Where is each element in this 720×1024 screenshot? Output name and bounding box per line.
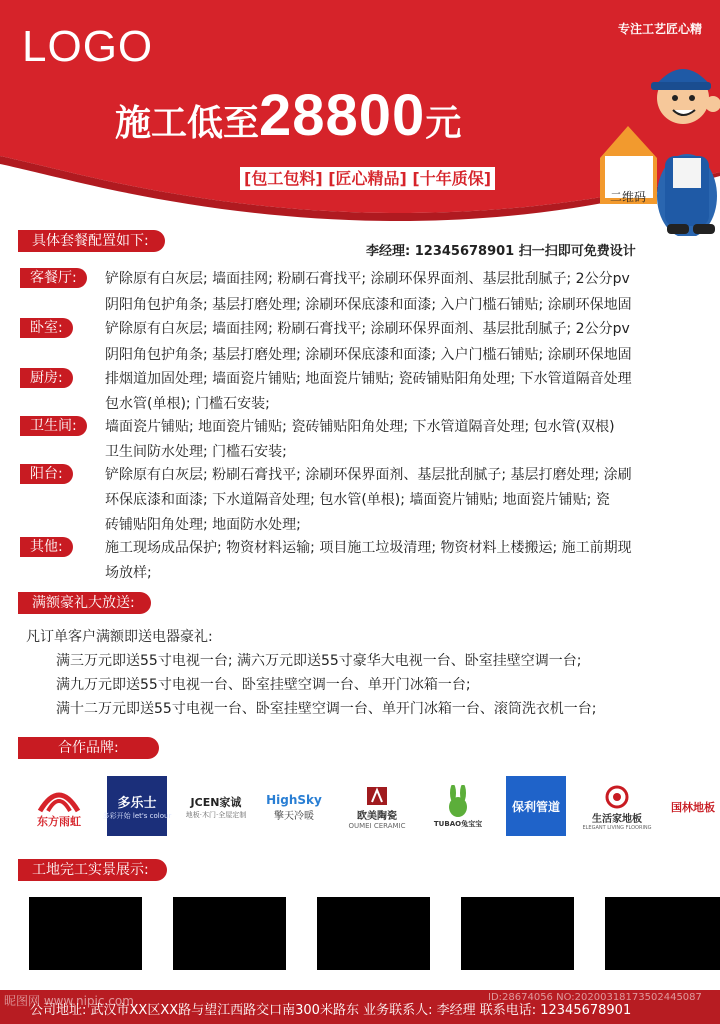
room-label-kitchen: 厨房: (20, 368, 73, 388)
room-line: 包水管(单根); 门槛石安装; (105, 396, 270, 412)
gifts-intro: 凡订单客户满额即送电器豪礼: (26, 629, 213, 645)
brand-sub: 地板·木门·全屋定制 (185, 811, 247, 819)
room-label-balcony: 阳台: (20, 464, 73, 484)
headline-prefix: 施工低至 (115, 103, 260, 144)
site-photo (29, 897, 142, 970)
gifts-section-title: 满额豪礼大放送: (18, 592, 151, 614)
rabbit-logo-icon (443, 785, 473, 819)
brand-jcen (184, 778, 248, 836)
brand-name: HighSky (266, 792, 322, 807)
contact-line: 李经理: 12345678901 扫一扫即可免费设计 (366, 244, 636, 259)
gallery-section-title: 工地完工实景展示: (18, 859, 167, 881)
brands-section-title: 合作品牌: (18, 737, 159, 759)
room-label-living: 客餐厅: (20, 268, 87, 288)
headline-price: 28800 (259, 83, 426, 148)
brand-sub: 擎天冷暖 (274, 810, 314, 822)
site-photo (605, 897, 720, 970)
oumei-logo-icon (365, 785, 389, 807)
brand-tubao (428, 778, 488, 836)
site-photo (173, 897, 286, 970)
brand-guolin (666, 778, 720, 836)
brand-oumei (345, 778, 409, 836)
brand-name: JCEN家诚 (190, 796, 242, 809)
gift-item: 满九万元即送55寸电视一台、卧室挂壁空调一台、单开门冰箱一台; (56, 677, 471, 693)
service-promise-text: [包工包料] [匠心精品] [十年质保] (240, 167, 495, 190)
room-line: 环保底漆和面漆; 下水道隔音处理; 包水管(单根); 墙面瓷片铺贴; 地面瓷片铺贴; 瓷 (105, 492, 610, 508)
shenghuojia-logo-icon (602, 784, 632, 810)
brand-name: 多乐士 (117, 795, 157, 811)
brand-sub: 多彩开始 let's colour (102, 811, 172, 820)
brand-sub: ELEGANT LIVING FLOORING (582, 824, 652, 831)
gift-item: 满三万元即送55寸电视一台; 满六万元即送55寸豪华大电视一台、卧室挂壁空调一台; (56, 653, 582, 669)
brand-highsky (262, 778, 326, 836)
room-label-bedroom: 卧室: (20, 318, 73, 338)
brand-name: 东方雨虹 (37, 815, 81, 828)
brand-name: 生活家地板 (592, 813, 642, 825)
qr-code-placeholder: 二维码 (609, 190, 646, 204)
footer-address: 公司地址: 武汉市XX区XX路与望江西路交口南300米路东 业务联系人: 李经理 联系电话: 12345678901 (30, 1003, 632, 1018)
worker-mascot-icon (595, 46, 720, 236)
brand-sub: OUMEI CERAMIC (348, 821, 406, 830)
arch-logo-icon (36, 785, 82, 813)
brand-dongfangyuhong (28, 778, 90, 836)
room-line: 铲除原有白灰层; 粉刷石膏找平; 涂刷环保界面剂、基层批刮腻子; 基层打磨处理; 涂刷 (105, 467, 632, 483)
room-line: 卫生间防水处理; 门槛石安装; (105, 444, 287, 460)
watermark-right: ID:28674056 NO:20200318173502445087 (488, 992, 702, 1003)
tagline: 专注工艺匠心精 (618, 22, 703, 36)
room-line: 墙面瓷片铺贴; 地面瓷片铺贴; 瓷砖铺贴阳角处理; 下水管道隔音处理; 包水管(双根) (105, 419, 615, 435)
service-promise (240, 166, 495, 189)
room-line: 排烟道加固处理; 墙面瓷片铺贴; 地面瓷片铺贴; 瓷砖铺贴阳角处理; 下水管道隔音处理 (105, 371, 632, 387)
room-line: 铲除原有白灰层; 墙面挂网; 粉刷石膏找平; 涂刷环保界面剂、基层批刮腻子; 2公分pv (105, 321, 630, 337)
room-line: 场放样; (105, 565, 152, 581)
room-line: 铲除原有白灰层; 墙面挂网; 粉刷石膏找平; 涂刷环保界面剂、基层批刮腻子; 2公分pv (105, 271, 630, 287)
brand-shenghuojia (582, 778, 652, 836)
headline (115, 82, 461, 149)
brand-name: 保利管道 (511, 799, 560, 814)
room-label-other: 其他: (20, 537, 73, 557)
headline-suffix: 元 (425, 103, 462, 144)
logo-text: LOGO (22, 22, 154, 71)
brand-dulux (102, 776, 172, 836)
room-label-bathroom: 卫生间: (20, 416, 87, 436)
room-line: 阴阳角包护角条; 基层打磨处理; 涂刷环保底漆和面漆; 入户门槛石铺贴; 涂刷环保地固 (105, 347, 632, 363)
site-photo (461, 897, 574, 970)
brand-name: 欧美陶瓷 (357, 810, 397, 822)
package-section-title: 具体套餐配置如下: (18, 230, 165, 252)
room-line: 施工现场成品保护; 物资材料运输; 项目施工垃圾清理; 物资材料上楼搬运; 施工前期现 (105, 540, 632, 556)
footer-bar (0, 990, 720, 1024)
room-line: 阴阳角包护角条; 基层打磨处理; 涂刷环保底漆和面漆; 入户门槛石铺贴; 涂刷环保地固 (105, 297, 632, 313)
gift-item: 满十二万元即送55寸电视一台、卧室挂壁空调一台、单开门冰箱一台、滚筒洗衣机一台; (56, 701, 597, 717)
brand-baoli (506, 776, 566, 836)
brand-name: 国林地板 (671, 801, 715, 814)
watermark-left: 昵图网 www.nipic.com (4, 994, 134, 1008)
room-line: 砖铺贴阳角处理; 地面防水处理; (105, 517, 301, 533)
brand-name: TUBAO兔宝宝 (433, 820, 483, 828)
site-photo (317, 897, 430, 970)
